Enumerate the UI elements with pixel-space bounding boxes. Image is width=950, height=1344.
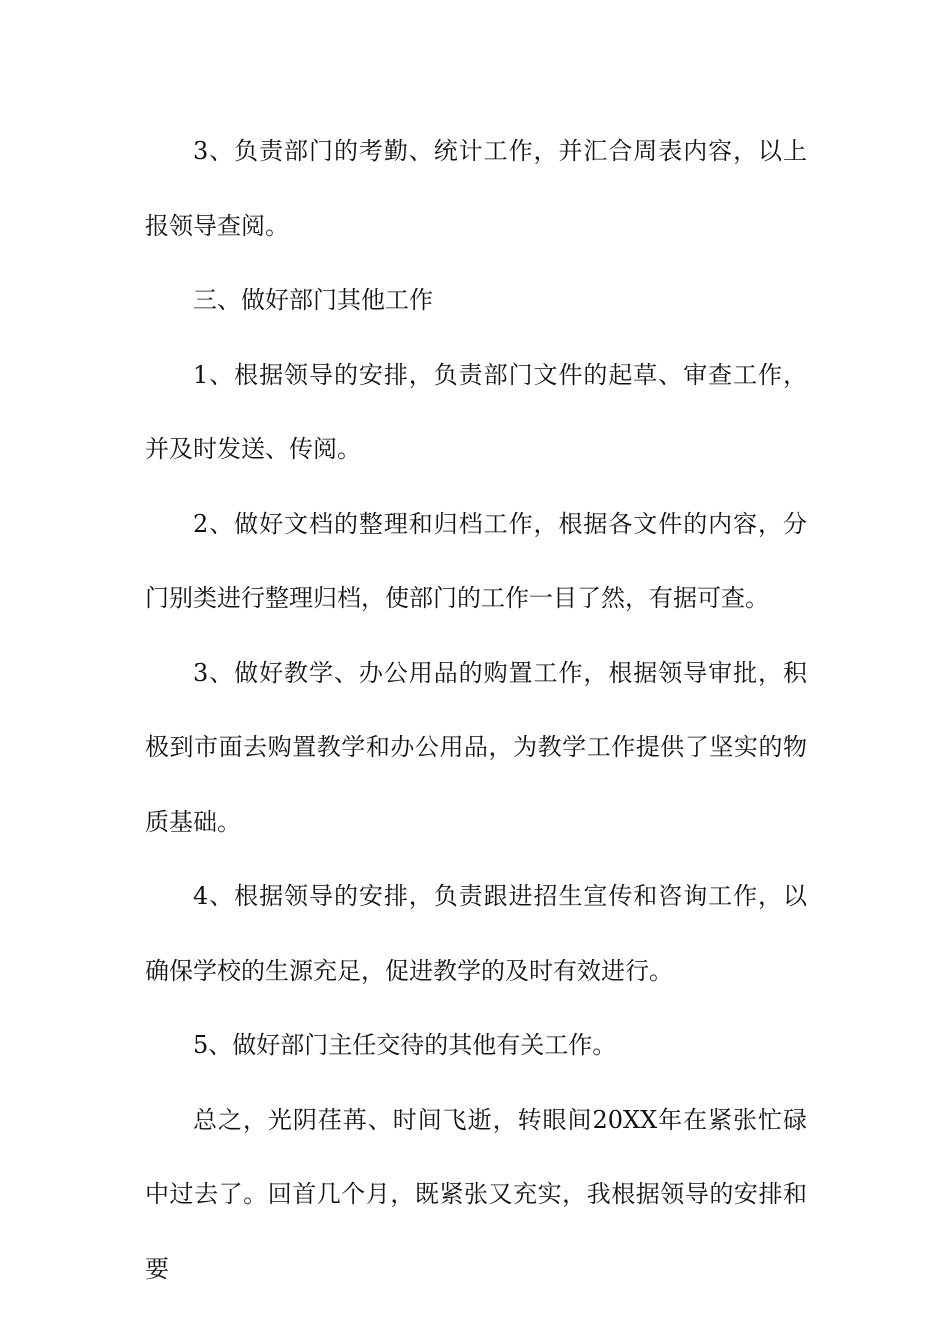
document-body <box>145 114 807 1306</box>
paragraph-attendance-statistics: 3、负责部门的考勤、统计工作，并汇合周表内容，以上报领导查阅。 <box>145 137 807 240</box>
section-heading-other-work: 三、做好部门其他工作 <box>193 286 433 314</box>
paragraph-summary: 总之，光阴荏苒、时间飞逝，转眼间20XX年在紧张忙碌中过去了。回首几个月，既紧张又充实，我根据领导的安排和要 <box>145 1105 807 1283</box>
paragraph-other-tasks: 5、做好部门主任交待的其他有关工作。 <box>193 1031 617 1059</box>
paragraph-purchasing: 3、做好教学、办公用品的购置工作，根据领导审批，积极到市面去购置教学和办公用品，为教学工作提供了坚实的物质基础。 <box>145 658 807 836</box>
paragraph-enrollment: 4、根据领导的安排，负责跟进招生宣传和咨询工作，以确保学校的生源充足，促进教学的及时有效进行。 <box>145 882 807 985</box>
paragraph-archiving: 2、做好文档的整理和归档工作，根据各文件的内容，分门别类进行整理归档，使部门的工作一目了然，有据可查。 <box>145 509 807 612</box>
paragraph-document-drafting: 1、根据领导的安排，负责部门文件的起草、审查工作，并及时发送、传阅。 <box>145 360 807 463</box>
